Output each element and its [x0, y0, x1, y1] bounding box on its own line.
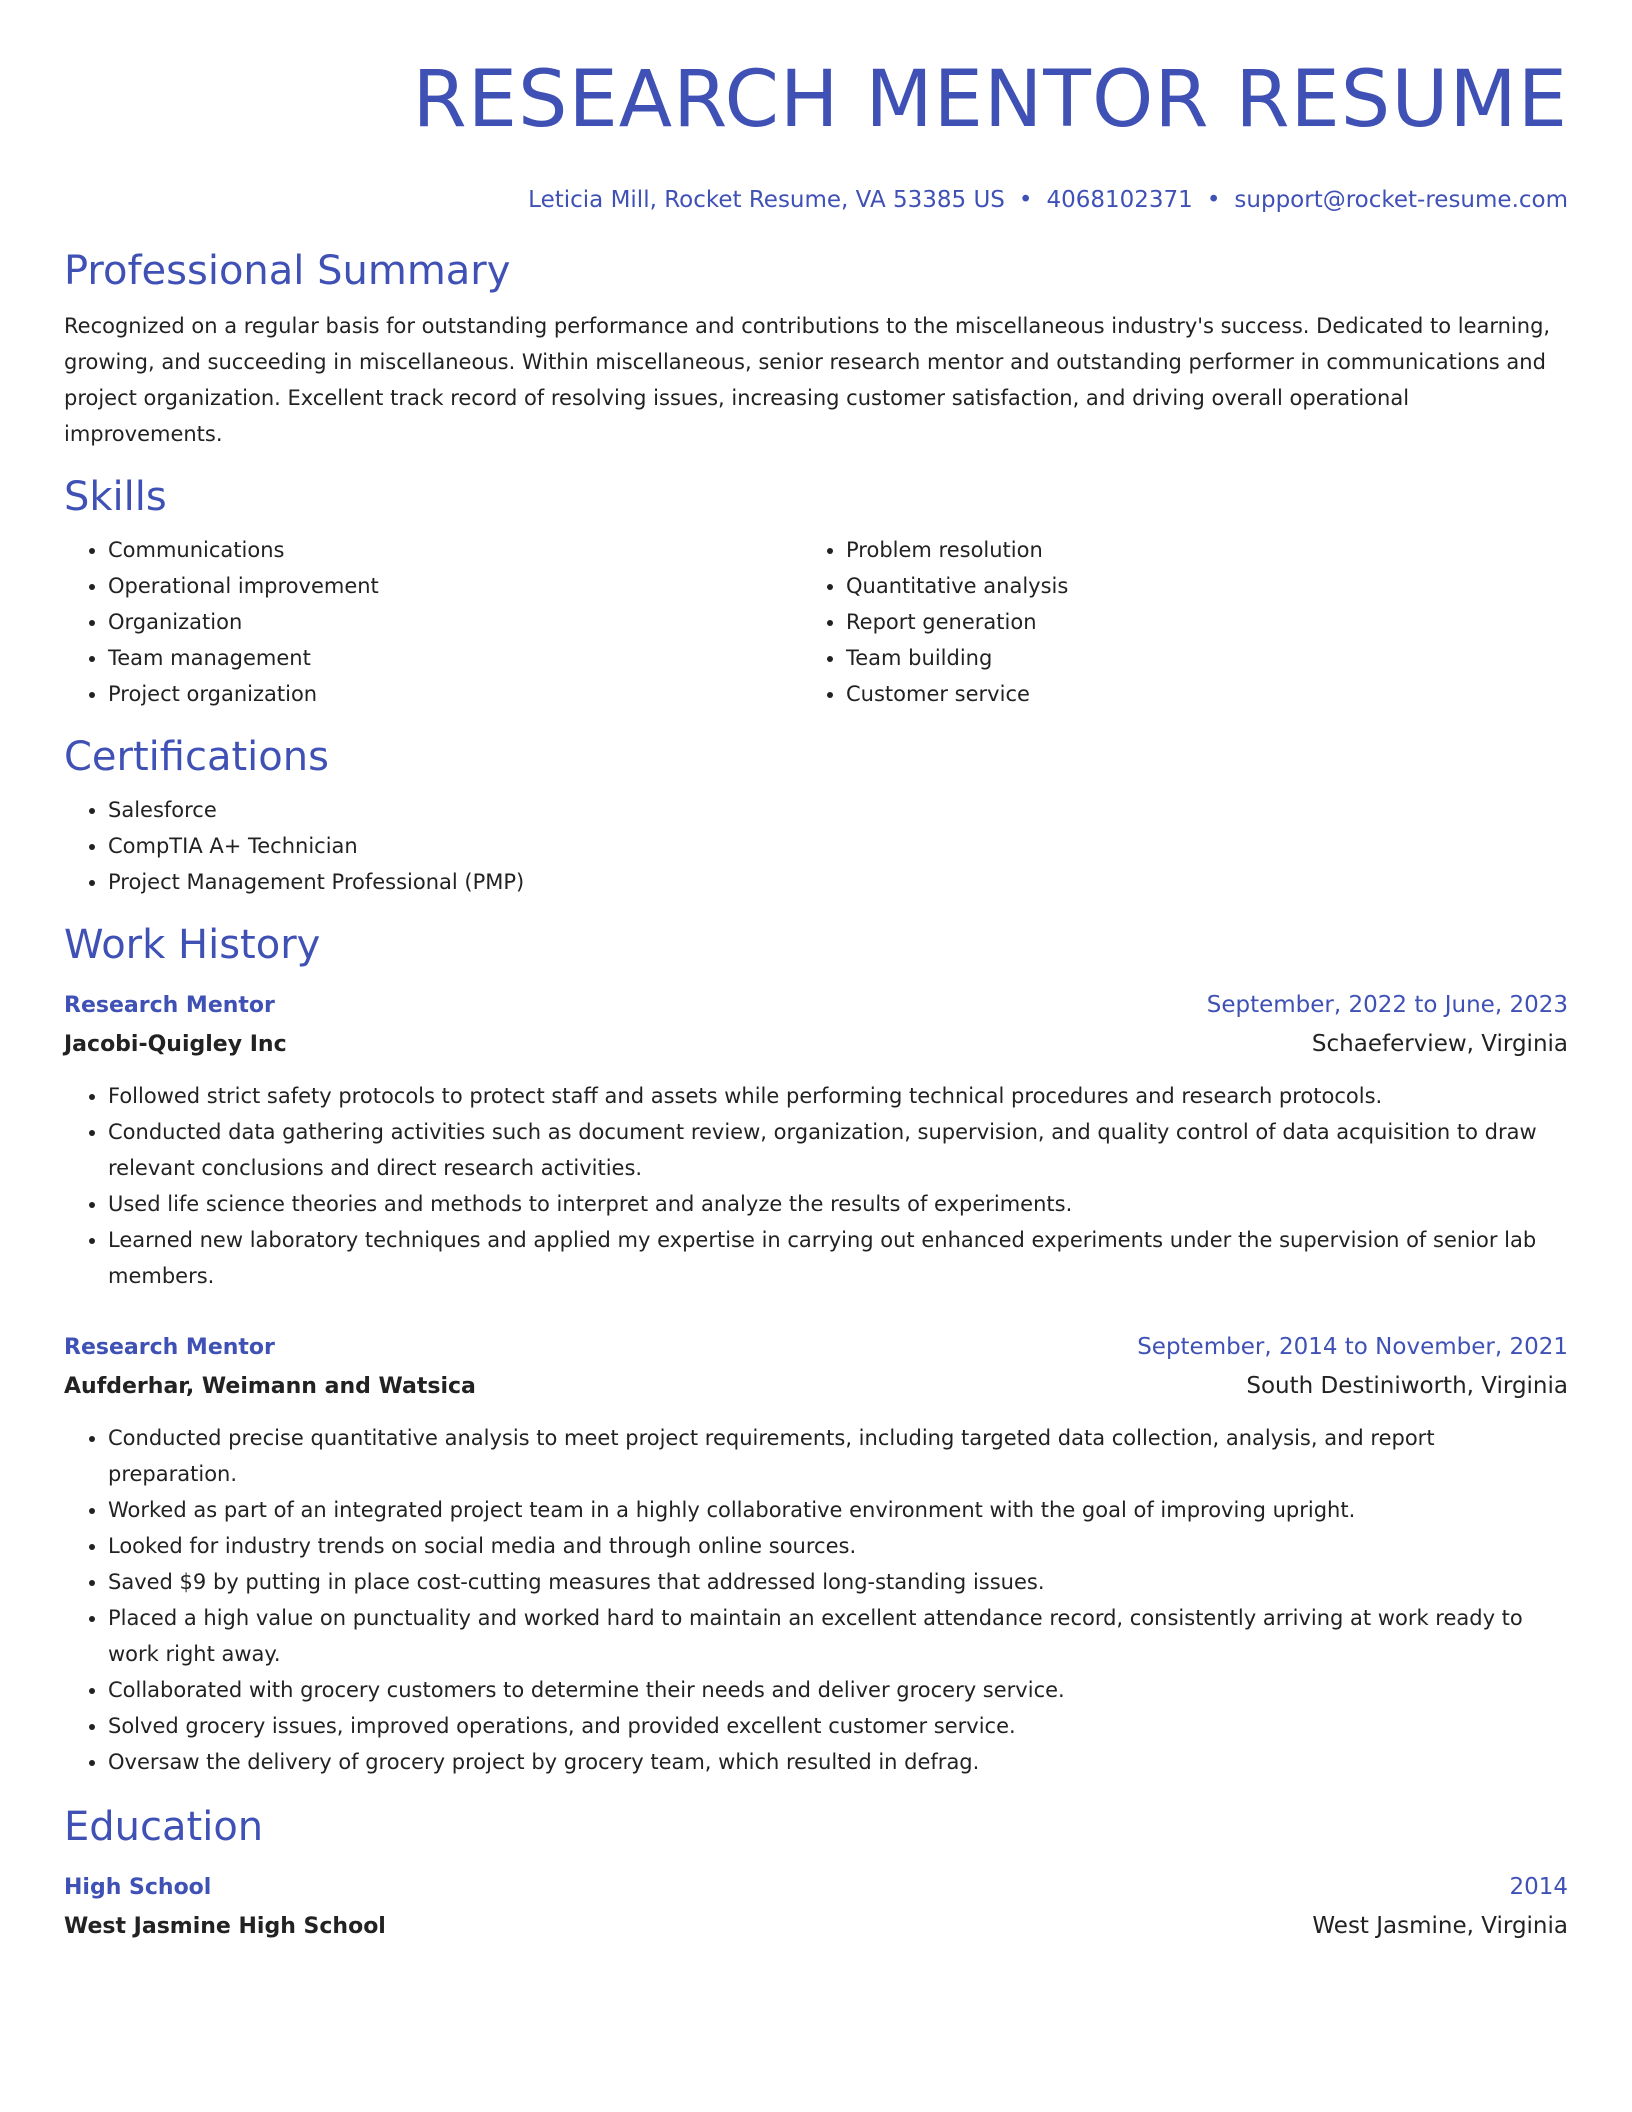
work-history-section — [64, 920, 1568, 1780]
skills-section — [64, 472, 1568, 712]
skill-item: • Team building — [846, 640, 1540, 676]
certification-item: • CompTIA A+ Technician — [108, 828, 1568, 864]
job-bullet: • Collaborated with grocery customers to determine their needs and deliver grocery service. — [108, 1672, 1568, 1708]
job-bullet: • Oversaw the delivery of grocery project by grocery team, which resulted in defrag. — [108, 1744, 1568, 1780]
summary-text: Recognized on a regular basis for outstanding performance and contributions to the miscellaneous industry's success. Dedicated to learning, growing, and succeeding in miscellaneous. Within miscellaneous, senior research mentor and outstanding performer in communications and project organization. Excellent track record of resolving issues, increasing customer satisfaction, and driving overall operational improvements. — [64, 314, 1551, 446]
job-bullet: • Saved $9 by putting in place cost-cutting measures that addressed long-standing issues. — [108, 1564, 1568, 1600]
skill-item: • Report generation — [846, 604, 1540, 640]
job-bullet: • Learned new laboratory techniques and applied my expertise in carrying out enhanced experiments under the supervision of senior lab members. — [108, 1222, 1568, 1294]
contact-line — [64, 184, 1568, 216]
skill-item: • Project organization — [108, 676, 802, 712]
job-bullet: • Solved grocery issues, improved operations, and provided excellent customer service. — [108, 1708, 1568, 1744]
job-bullet: • Conducted data gathering activities such as document review, organization, supervision, and quality control of data acquisition to draw relevant conclusions and direct research activities. — [108, 1114, 1568, 1186]
skills-grid — [64, 532, 1568, 712]
job-bullet: • Worked as part of an integrated project team in a highly collaborative environment with the goal of improving upright. — [108, 1492, 1568, 1528]
contact-separator: • — [1018, 187, 1033, 213]
resume-title: RESEARCH MENTOR RESUME — [412, 55, 1568, 145]
job-location: South Destiniworth, Virginia — [1246, 1373, 1568, 1399]
job-bullet: • Followed strict safety protocols to protect staff and assets while performing technical procedures and research protocols. — [108, 1078, 1568, 1114]
contact-phone: 4068102371 — [1046, 187, 1193, 213]
job-bullet: • Looked for industry trends on social media and through online sources. — [108, 1528, 1568, 1564]
school-location: West Jasmine, Virginia — [1312, 1913, 1568, 1939]
skill-item: • Quantitative analysis — [846, 568, 1540, 604]
school-name: West Jasmine High School — [64, 1914, 386, 1939]
job-entry — [64, 1328, 1568, 1780]
skill-item: • Team management — [108, 640, 802, 676]
contact-separator: • — [1206, 187, 1221, 213]
skills-column-left — [64, 532, 802, 712]
education-entry — [64, 1868, 1568, 1946]
skill-item: • Customer service — [846, 676, 1540, 712]
skill-item: • Operational improvement — [108, 568, 802, 604]
summary-heading: Professional Summary — [64, 248, 511, 294]
job-location: Schaeferview, Virginia — [1311, 1031, 1568, 1057]
skill-item: • Problem resolution — [846, 532, 1540, 568]
work-history-heading: Work History — [64, 922, 321, 968]
contact-address: Leticia Mill, Rocket Resume, VA 53385 US — [528, 187, 1005, 213]
job-bullet: • Used life science theories and methods to interpret and analyze the results of experiments. — [108, 1186, 1568, 1222]
graduation-year: 2014 — [1509, 1874, 1568, 1900]
skills-heading: Skills — [64, 474, 167, 520]
certifications-section — [64, 732, 1568, 900]
job-bullet: • Conducted precise quantitative analysis to meet project requirements, including targeted data collection, analysis, and report preparation. — [108, 1420, 1568, 1492]
education-heading: Education — [64, 1804, 264, 1850]
job-title: Research Mentor — [64, 1335, 275, 1360]
job-bullet: • Placed a high value on punctuality and worked hard to maintain an excellent attendance record, consistently arriving at work ready to work right away. — [108, 1600, 1568, 1672]
skills-column-right — [802, 532, 1540, 712]
education-section — [64, 1802, 1568, 1946]
certification-item: • Salesforce — [108, 792, 1568, 828]
contact-email: support@rocket-resume.com — [1234, 187, 1568, 213]
skill-item: • Organization — [108, 604, 802, 640]
certifications-heading: Certifications — [64, 734, 329, 780]
job-dates: September, 2014 to November, 2021 — [1137, 1334, 1568, 1360]
company-name: Jacobi-Quigley Inc — [64, 1032, 287, 1057]
company-name: Aufderhar, Weimann and Watsica — [64, 1374, 476, 1399]
skill-item: • Communications — [108, 532, 802, 568]
job-entry — [64, 986, 1568, 1294]
certification-item: • Project Management Professional (PMP) — [108, 864, 1568, 900]
job-title: Research Mentor — [64, 993, 275, 1018]
degree-name: High School — [64, 1875, 212, 1900]
summary-section — [64, 246, 1568, 452]
job-dates: September, 2022 to June, 2023 — [1206, 992, 1568, 1018]
